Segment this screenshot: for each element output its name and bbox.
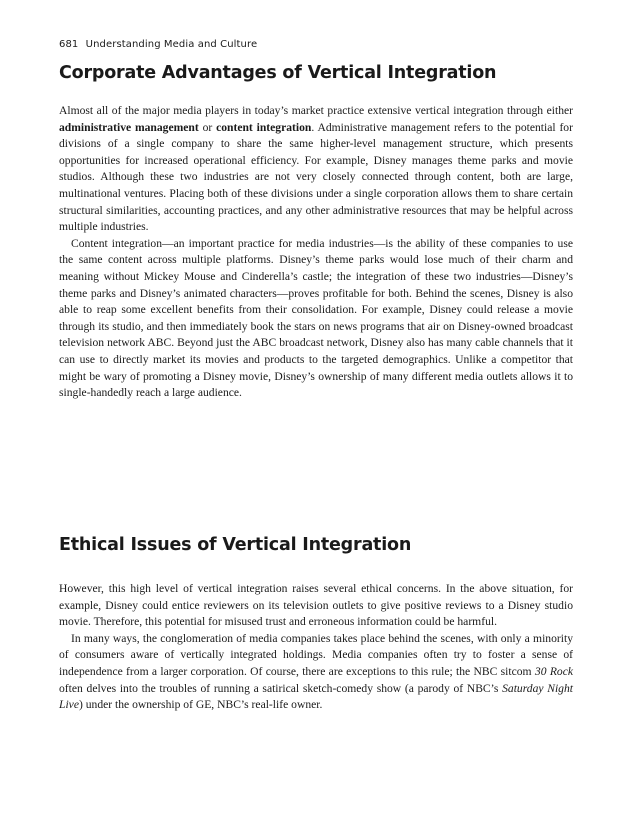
section-ethical-issues bbox=[59, 534, 573, 714]
title-saturday-night-live: Saturday Night Live bbox=[59, 681, 573, 712]
paragraph bbox=[59, 103, 573, 236]
key-term-administrative-management: administrative management bbox=[59, 120, 199, 134]
text-run: often delves into the troubles of running a satirical sketch-comedy show (a parody of NBC’s bbox=[59, 681, 503, 695]
title-30-rock: 30 Rock bbox=[534, 664, 573, 678]
running-header bbox=[59, 39, 257, 50]
section-heading: Ethical Issues of Vertical Integration bbox=[59, 535, 412, 555]
text-run: ) under the ownership of GE, NBC’s real-life owner. bbox=[78, 698, 323, 712]
text-run: . Administrative management refers to the potential for divisions of a single company to share the same higher-level management structure, which presents opportunities for increased operational efficiency. For example, Disney manages theme parks and movie studios. Although these two industries are not very closely connected through content, both are large, multinational ventures. Placing both of these divisions under a single corporation allows them to share certain structural similarities, accounting practices, and any other administrative resources that may be helpful across multiple industries. bbox=[59, 120, 573, 234]
section-body bbox=[59, 581, 573, 714]
key-term-content-integration: content integration bbox=[216, 120, 312, 134]
text-run: or bbox=[198, 120, 217, 134]
text-run: Almost all of the major media players in today’s market practice extensive vertical integration through either bbox=[59, 104, 573, 117]
paragraph: Content integration—an important practice for media industries—is the ability of these companies to use the same content across multiple platforms. Disney’s theme parks would lose much of their charm and meaning without Mickey Mouse and Cinderella’s castle; the integration of these two industries—Disney’s theme parks and Disney’s animated characters—proves profitable for both. Behind the scenes, Disney is also able to reap some excellent benefits from their consolidation. For example, Disney could release a movie through its studio, and then immediately book the stars on news programs that air on Disney-owned broadcast television network ABC. Beyond just the ABC broadcast network, Disney also has many cable channels that it can use to directly market its movies and products to the targeted demographics. Unlike a competitor that might be wary of promoting a Disney movie, Disney’s ownership of many different media outlets allows it to single-handedly reach a large audience. bbox=[59, 236, 573, 400]
section-heading: Corporate Advantages of Vertical Integration bbox=[59, 63, 497, 83]
text-run: In many ways, the conglomeration of media companies takes place behind the scenes, with only a minority of consumers aware of vertically integrated holdings. Media companies often try to foster a sense of independence from a larger corporation. Of course, there are exceptions to this rule; the NBC sitcom bbox=[59, 631, 573, 678]
section-corporate-advantages bbox=[59, 62, 573, 402]
paragraph bbox=[59, 631, 573, 714]
book-title: Understanding Media and Culture bbox=[85, 39, 258, 50]
page-number: 681 bbox=[59, 39, 79, 50]
section-body bbox=[59, 103, 573, 402]
paragraph: However, this high level of vertical integration raises several ethical concerns. In the above situation, for example, Disney could entice reviewers on its television outlets to give positive reviews to a Disney studio movie. Therefore, this potential for misused trust and erroneous information could be harmful. bbox=[59, 582, 573, 629]
